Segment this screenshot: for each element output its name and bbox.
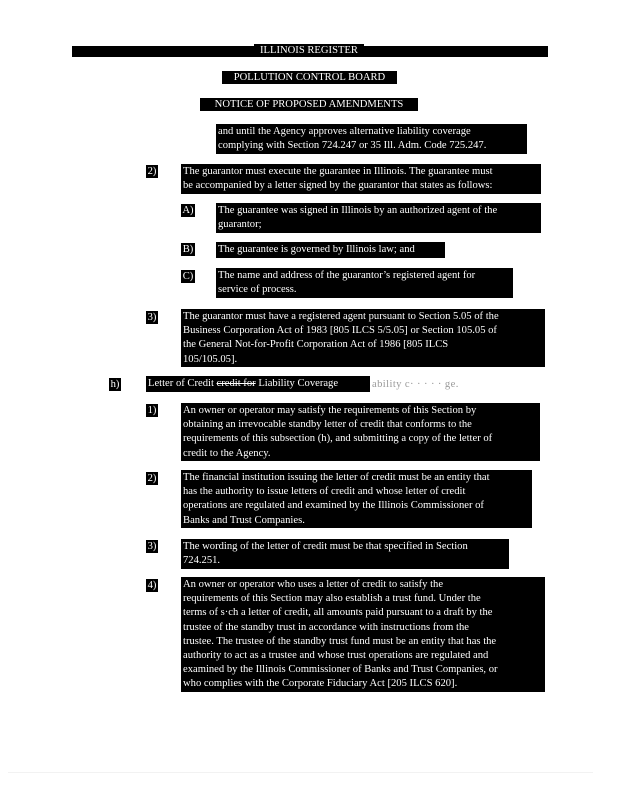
section-h-item-1-paragraph: An owner or operator may satisfy the requirements of this Section by obtaining an irrevocable standby letter of credit that conforms to the requirements of this subsection (h), and submitting a copy of the letter of credit to the Agency. xyxy=(181,403,540,461)
item-2b-paragraph: The guarantee is governed by Illinois law; and xyxy=(216,242,445,258)
page-bottom-rule xyxy=(8,772,593,773)
section-h-item-3-label: 3) xyxy=(147,541,157,552)
item-2a-paragraph: The guarantee was signed in Illinois by an authorized agent of the guarantor; xyxy=(216,203,541,233)
section-h-item-4-label: 4) xyxy=(147,580,157,591)
item-3-paragraph: The guarantor must have a registered agent pursuant to Section 5.05 of the Business Corporation Act of 1983 [805 ILCS 5/5.05] or Section 105.05 of the General Not-for-Profit Corporation Act of 1986 [805 ILCS 105/105.05]. xyxy=(181,309,545,367)
item-2a-label: A) xyxy=(182,205,194,216)
section-h-title-prefix: Letter of Credit xyxy=(148,378,217,389)
item-2b-label: B) xyxy=(182,244,194,255)
section-h-title-struck: credit for xyxy=(216,378,256,389)
item-2-paragraph: The guarantor must execute the guarantee in Illinois. The guarantee must be accompanied by a letter signed by the guarantor that states as follows: xyxy=(181,164,541,194)
section-h-item-2-paragraph: The financial institution issuing the letter of credit must be an entity that has the authority to issue letters of credit and whose letter of credit operations are regulated and examined by the Illinois Commissioner of Banks and Trust Companies. xyxy=(181,470,532,528)
item-2c-paragraph: The name and address of the guarantor’s registered agent for service of process. xyxy=(216,268,513,298)
section-h-item-4-paragraph: An owner or operator who uses a letter of credit to satisfy the requirements of this Section may also establish a trust fund. Under the terms of s·ch a letter of credit, all amounts paid pursuant to a draft by the trustee of the standby trust in accordance with instructions from the trustee. The trustee of the standby trust fund must be an entity that has the authority to act as a trustee and whose trust operations are regulated and examined by the Illinois Commissioner of Banks and Trust Companies, or who complies with the Corporate Fiduciary Act [205 ILCS 620]. xyxy=(181,577,545,692)
item-2-label: 2) xyxy=(147,166,157,177)
continuation-paragraph: and until the Agency approves alternative liability coverage complying with Section 724.247 or 35 Ill. Adm. Code 725.247. xyxy=(216,124,527,154)
notice-title: NOTICE OF PROPOSED AMENDMENTS xyxy=(200,98,418,111)
section-h-faded-text: ability c· · · · · ge. xyxy=(372,379,459,390)
register-title: ILLINOIS REGISTER xyxy=(254,44,364,57)
section-h-item-2-label: 2) xyxy=(147,473,157,484)
section-h-title-suffix: Liability Coverage xyxy=(255,378,339,389)
section-h-item-1-label: 1) xyxy=(147,405,157,416)
board-title: POLLUTION CONTROL BOARD xyxy=(222,71,397,84)
section-h-item-3-paragraph: The wording of the letter of credit must be that specified in Section 724.251. xyxy=(181,539,509,569)
item-3-label: 3) xyxy=(147,312,157,323)
section-h-label: h) xyxy=(110,379,120,390)
item-2c-label: C) xyxy=(182,271,194,282)
section-h-title xyxy=(146,376,370,392)
